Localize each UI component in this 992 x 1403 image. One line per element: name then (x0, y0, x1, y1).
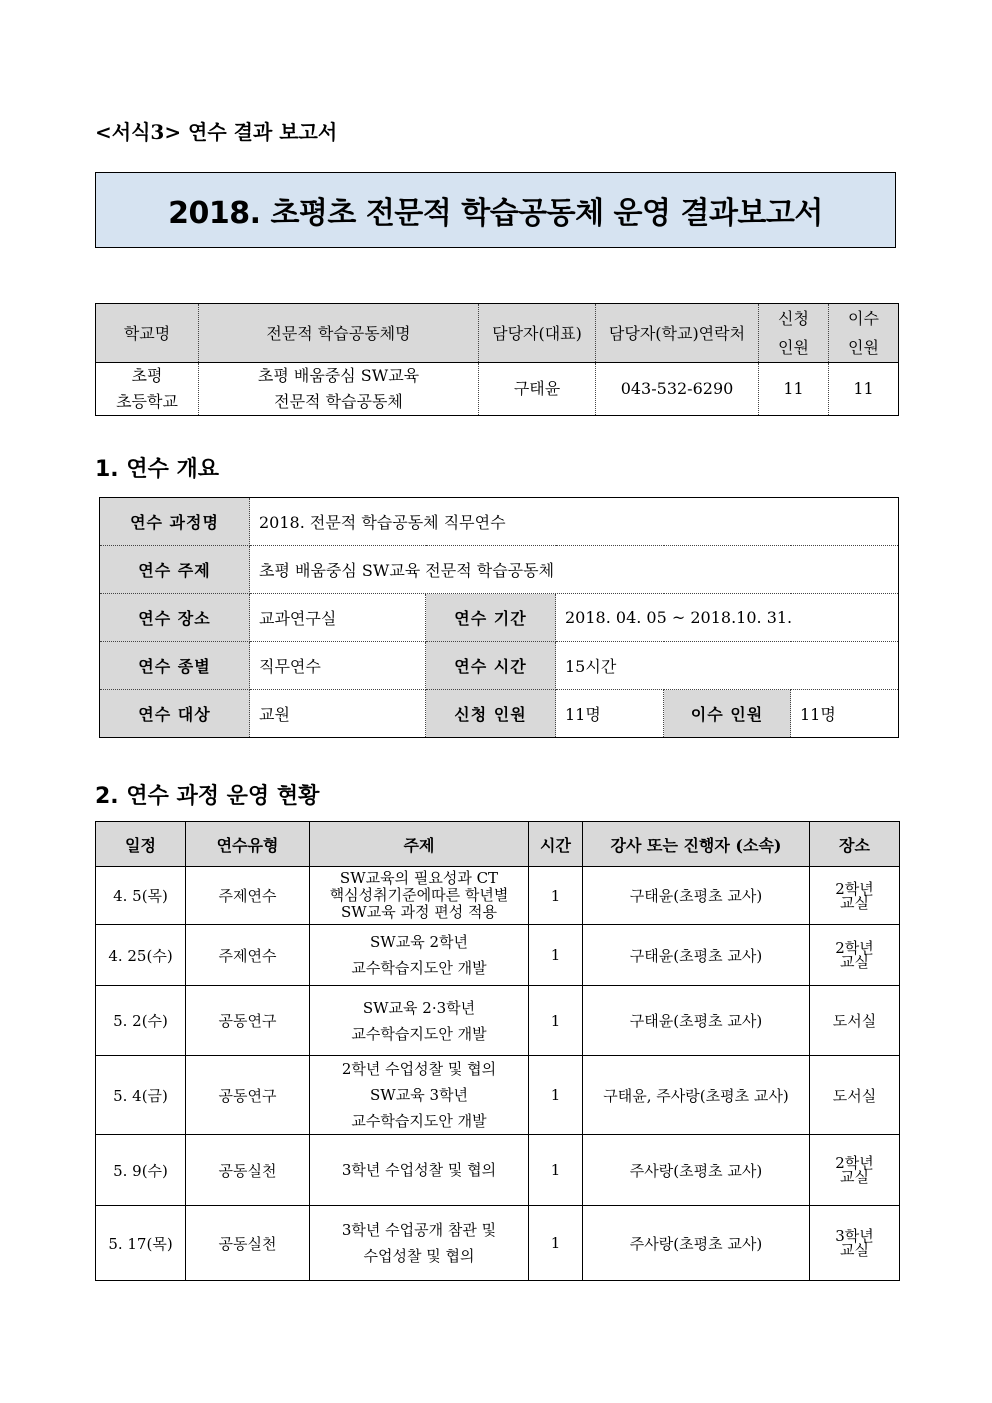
document-title-box (95, 172, 896, 248)
table-row (100, 642, 899, 690)
place-value: 교과연구실 (250, 594, 426, 642)
topic-cell: 2학년 수업성찰 및 협의 SW교육 3학년 교수학습지도안 개발 (310, 1056, 529, 1135)
completed-count-cell: 11 (829, 363, 899, 416)
place-cell: 3학년 교실 (810, 1206, 900, 1281)
header-completed: 이수 인원 (829, 304, 899, 363)
applied-label: 신청 인원 (426, 690, 556, 738)
topic-cell: SW교육 2·3학년 교수학습지도안 개발 (310, 986, 529, 1056)
topic-cell: 3학년 수업성찰 및 협의 (310, 1135, 529, 1206)
place-cell: 2학년 교실 (810, 925, 900, 986)
form-label: <서식3> 연수 결과 보고서 (95, 120, 338, 144)
theme-label: 연수 주제 (100, 546, 250, 594)
table-row (100, 498, 899, 546)
table-row (100, 594, 899, 642)
instructor-cell: 구태윤, 주사랑(초평초 교사) (583, 1056, 810, 1135)
hours-cell: 1 (529, 1056, 583, 1135)
type-cell: 공동실천 (186, 1206, 310, 1281)
applied-count-cell: 11 (759, 363, 829, 416)
header-manager: 담당자(대표) (479, 304, 596, 363)
course-label: 연수 과정명 (100, 498, 250, 546)
hours-label: 연수 시간 (426, 642, 556, 690)
period-value: 2018. 04. 05 ~ 2018.10. 31. (556, 594, 899, 642)
school-info-table (95, 303, 899, 416)
completed-value: 11명 (791, 690, 899, 738)
topic-cell: SW교육의 필요성과 CT 핵심성취기준에따른 학년별 SW교육 과정 편성 적용 (310, 867, 529, 925)
hours-cell: 1 (529, 867, 583, 925)
contact-cell: 043-532-6290 (596, 363, 759, 416)
table-header-row (96, 822, 900, 867)
date-cell: 5. 17(목) (96, 1206, 186, 1281)
hours-value: 15시간 (556, 642, 899, 690)
place-cell: 2학년 교실 (810, 1135, 900, 1206)
table-row (100, 546, 899, 594)
hours-cell: 1 (529, 1206, 583, 1281)
type-value: 직무연수 (250, 642, 426, 690)
target-value: 교원 (250, 690, 426, 738)
theme-value: 초평 배움중심 SW교육 전문적 학습공동체 (250, 546, 899, 594)
date-cell: 5. 2(수) (96, 986, 186, 1056)
hours-cell: 1 (529, 986, 583, 1056)
header-topic: 주제 (310, 822, 529, 867)
type-cell: 공동실천 (186, 1135, 310, 1206)
target-label: 연수 대상 (100, 690, 250, 738)
type-cell: 주제연수 (186, 925, 310, 986)
instructor-cell: 주사랑(초평초 교사) (583, 1206, 810, 1281)
type-cell: 공동연구 (186, 986, 310, 1056)
header-type: 연수유형 (186, 822, 310, 867)
table-row (96, 1056, 900, 1135)
place-cell: 도서실 (810, 986, 900, 1056)
training-overview-table (99, 497, 899, 738)
section1-heading: 1. 연수 개요 (95, 457, 219, 482)
type-label: 연수 종별 (100, 642, 250, 690)
topic-cell: SW교육 2학년 교수학습지도안 개발 (310, 925, 529, 986)
date-cell: 5. 9(수) (96, 1135, 186, 1206)
place-cell: 2학년 교실 (810, 867, 900, 925)
section2-heading: 2. 연수 과정 운영 현황 (95, 784, 320, 809)
table-row (96, 925, 900, 986)
period-label: 연수 기간 (426, 594, 556, 642)
instructor-cell: 구태윤(초평초 교사) (583, 925, 810, 986)
instructor-cell: 구태윤(초평초 교사) (583, 867, 810, 925)
header-applied: 신청 인원 (759, 304, 829, 363)
course-value: 2018. 전문적 학습공동체 직무연수 (250, 498, 899, 546)
place-label: 연수 장소 (100, 594, 250, 642)
instructor-cell: 주사랑(초평초 교사) (583, 1135, 810, 1206)
type-cell: 공동연구 (186, 1056, 310, 1135)
header-place: 장소 (810, 822, 900, 867)
table-row (100, 690, 899, 738)
date-cell: 4. 5(목) (96, 867, 186, 925)
table-row (96, 1206, 900, 1281)
header-contact: 담당자(학교)연락처 (596, 304, 759, 363)
table-row (96, 363, 899, 416)
manager-cell: 구태윤 (479, 363, 596, 416)
community-name-cell: 초평 배움중심 SW교육 전문적 학습공동체 (199, 363, 479, 416)
header-community: 전문적 학습공동체명 (199, 304, 479, 363)
date-cell: 4. 25(수) (96, 925, 186, 986)
table-row (96, 986, 900, 1056)
applied-value: 11명 (556, 690, 664, 738)
table-row (96, 867, 900, 925)
date-cell: 5. 4(금) (96, 1056, 186, 1135)
instructor-cell: 구태윤(초평초 교사) (583, 986, 810, 1056)
table-row (96, 1135, 900, 1206)
header-school: 학교명 (96, 304, 199, 363)
completed-label: 이수 인원 (664, 690, 791, 738)
table-header-row (96, 304, 899, 363)
header-hours: 시간 (529, 822, 583, 867)
place-cell: 도서실 (810, 1056, 900, 1135)
document-title: 2018. 초평초 전문적 학습공동체 운영 결과보고서 (168, 196, 823, 231)
topic-cell: 3학년 수업공개 참관 및 수업성찰 및 협의 (310, 1206, 529, 1281)
schedule-table (95, 821, 900, 1281)
hours-cell: 1 (529, 1135, 583, 1206)
hours-cell: 1 (529, 925, 583, 986)
header-instructor: 강사 또는 진행자 (소속) (583, 822, 810, 867)
header-date: 일정 (96, 822, 186, 867)
school-name-cell: 초평 초등학교 (96, 363, 199, 416)
type-cell: 주제연수 (186, 867, 310, 925)
